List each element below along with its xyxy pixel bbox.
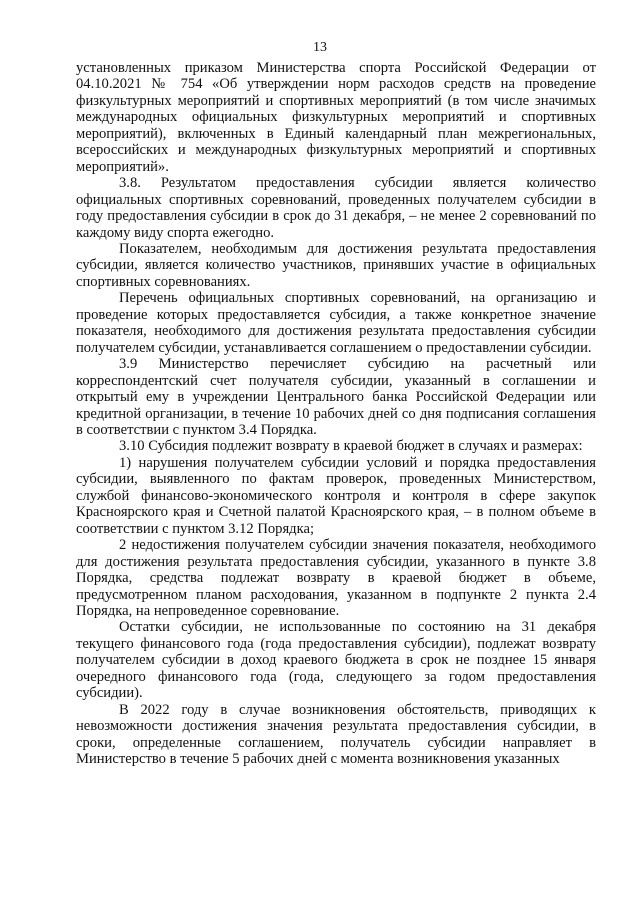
paragraph-remainder: Остатки субсидии, не использованные по состоянию на 31 декабря текущего финансового года (года предоставления субсидии), подлежат возврату получателем субсидии в доход краевого бюджета в срок не позднее 15 января очередного финансового года (года, следующего за годом предоставления субсидии).: [76, 619, 596, 702]
paragraph-continuation: установленных приказом Министерства спорта Российской Федерации от 04.10.2021 № 754 «Об утверждении норм расходов средств на проведение физкультурных мероприятий и спортивных мероприятий (в том числе значимых международных официальных физкультурных мероприятий и спортивных мероприятий), включенных в Единый календарный план межрегиональных, всероссийских и международных физкультурных мероприятий и спортивных мероприятий».: [76, 60, 596, 175]
document-body: [76, 60, 596, 767]
paragraph-3-10: 3.10 Субсидия подлежит возврату в краевой бюджет в случаях и размерах:: [119, 438, 583, 455]
paragraph-indicator: Показателем, необходимым для достижения результата предоставления субсидии, является количество участников, принявших участие в официальных спортивных соревнованиях.: [76, 240, 596, 290]
paragraph-3-8: 3.8. Результатом предоставления субсидии является количество официальных спортивных соревнований, проведенных получателем субсидии в году предоставления субсидии в срок до 31 декабря, – не менее 2 соревнований по каждому виду спорта ежегодно.: [76, 175, 596, 241]
paragraph-competition-list: Перечень официальных спортивных соревнований, на организацию и проведение которых предоставляется субсидия, а также конкретное значение показателя, необходимого для достижения результата предоставления субсидии получателем субсидии, устанавливается соглашением о предоставлении субсидии.: [76, 290, 596, 356]
paragraph-3-9: 3.9 Министерство перечисляет субсидию на расчетный или корреспондентский счет получателя субсидии, указанный в соглашении и открытый ему в учреждении Центрального банка Российской Федерации или кредитной организации, в течение 10 рабочих дней со дня подписания соглашения в соответствии с пунктом 3.4 Порядка.: [76, 356, 596, 438]
paragraph-item-2: 2 недостижения получателем субсидии значения показателя, необходимого для достижения результата предоставления субсидии, указанного в пункте 3.8 Порядка, средства подлежат возврату в краевой бюджет в объеме, предусмотренном планом расходования, указанном в подпункте 2 пункта 2.4 Порядка, на непроведенное соревнование.: [76, 537, 596, 619]
paragraph-item-1: 1) нарушения получателем субсидии условий и порядка предоставления субсидии, выявленного по фактам проверок, проведенных Министерством, службой финансово-экономического контроля и контроля в сфере закупок Красноярского края и Счетной палатой Красноярского края, – в полном объеме в соответствии с пунктом 3.12 Порядка;: [76, 454, 596, 537]
page-number: 13: [313, 40, 327, 55]
paragraph-2022: В 2022 году в случае возникновения обстоятельств, приводящих к невозможности достижения значения результата предоставления субсидии, в сроки, определенные соглашением, получатель субсидии направляет в Министерство в течение 5 рабочих дней с момента возникновения указанных: [76, 701, 596, 768]
